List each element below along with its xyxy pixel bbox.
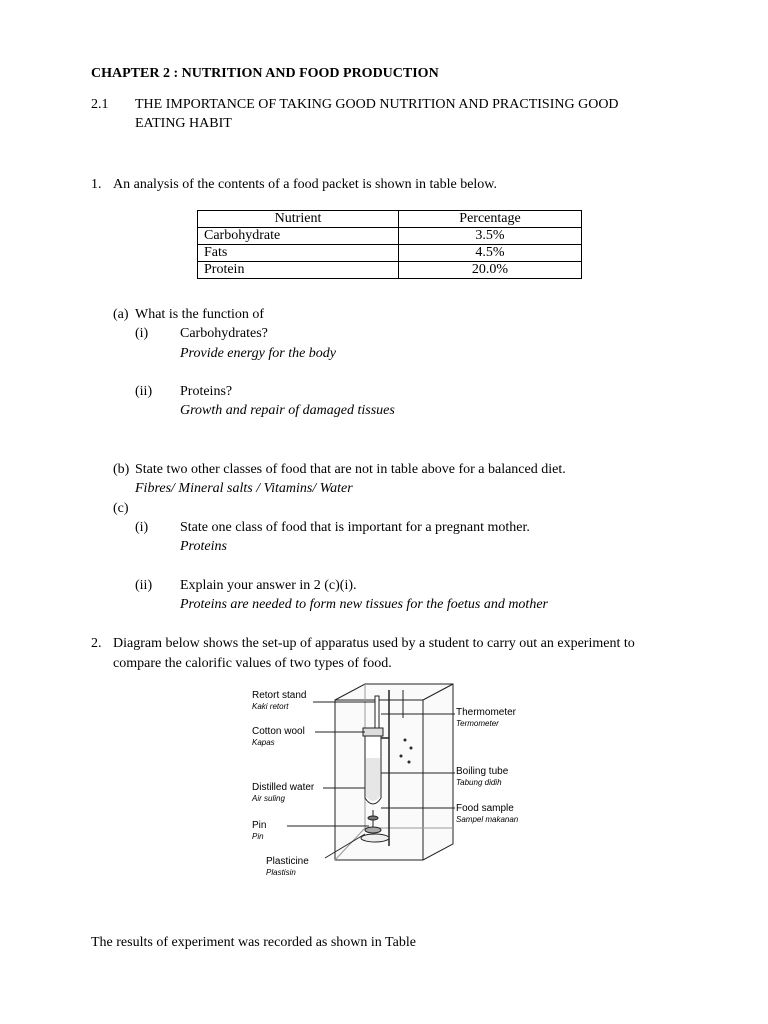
label-plasticine-sub: Plastisin	[266, 868, 296, 877]
label-cotton-wool: Cotton wool	[252, 726, 305, 737]
table-cell-nutrient: Fats	[198, 245, 399, 262]
q1ci-question: State one class of food that is important for a pregnant mother.	[180, 520, 530, 535]
section-number: 2.1	[91, 97, 109, 112]
q1ci-label: (i)	[135, 520, 149, 535]
label-thermometer-sub: Termometer	[456, 719, 499, 728]
label-distilled-water-sub: Air suling	[252, 794, 285, 803]
q1cii-answer: Proteins are needed to form new tissues for the foetus and mother	[180, 597, 548, 612]
label-pin-sub: Pin	[252, 832, 264, 841]
table-cell-nutrient: Protein	[198, 262, 399, 279]
q1cii-label: (ii)	[135, 578, 153, 593]
label-plasticine: Plasticine	[266, 856, 309, 867]
q1ai-label: (i)	[135, 326, 149, 341]
q1ci-answer: Proteins	[180, 539, 227, 554]
q1aii-answer: Growth and repair of damaged tissues	[180, 403, 395, 418]
table-header-percentage: Percentage	[399, 211, 582, 228]
q1a-text: What is the function of	[135, 307, 265, 322]
q1a-label: (a)	[113, 307, 129, 322]
table-header-row	[198, 211, 582, 228]
label-food-sample: Food sample	[456, 803, 514, 814]
table-row	[198, 245, 582, 262]
table-cell-percentage: 20.0%	[399, 262, 582, 279]
apparatus-diagram	[225, 678, 545, 898]
q1b-label: (b)	[113, 462, 130, 477]
q1b-text: State two other classes of food that are not in table above for a balanced diet.	[135, 462, 566, 477]
q1c-label: (c)	[113, 501, 129, 516]
label-boiling-tube: Boiling tube	[456, 766, 509, 777]
q1aii-label: (ii)	[135, 384, 153, 399]
q2-text-line2: compare the calorific values of two types of food.	[113, 656, 392, 671]
label-cotton-wool-sub: Kapas	[252, 738, 275, 747]
table-row	[198, 228, 582, 245]
table-row	[198, 262, 582, 279]
q1cii-question: Explain your answer in 2 (c)(i).	[180, 578, 357, 593]
label-distilled-water: Distilled water	[252, 782, 315, 793]
q2-number: 2.	[91, 636, 102, 651]
section-title-line1: THE IMPORTANCE OF TAKING GOOD NUTRITION AND PRACTISING GOOD	[135, 97, 619, 112]
table-cell-percentage: 4.5%	[399, 245, 582, 262]
table-cell-percentage: 3.5%	[399, 228, 582, 245]
q1aii-question: Proteins?	[180, 384, 233, 399]
label-boiling-tube-sub: Tabung didih	[456, 778, 502, 787]
label-food-sample-sub: Sampel makanan	[456, 815, 519, 824]
label-thermometer: Thermometer	[456, 707, 517, 718]
table-header-nutrient: Nutrient	[198, 211, 399, 228]
nutrient-table	[197, 210, 582, 279]
q1-number: 1.	[91, 177, 102, 192]
q1-text: An analysis of the contents of a food packet is shown in table below.	[113, 177, 498, 192]
section-title-line2: EATING HABIT	[135, 116, 232, 131]
q2-results-text: The results of experiment was recorded as shown in Table	[91, 935, 416, 950]
label-pin: Pin	[252, 820, 267, 831]
q2-text-line1: Diagram below shows the set-up of apparatus used by a student to carry out an experiment to	[113, 636, 635, 651]
q1b-answer: Fibres/ Mineral salts / Vitamins/ Water	[135, 481, 353, 496]
q1ai-question: Carbohydrates?	[180, 326, 268, 341]
table-cell-nutrient: Carbohydrate	[198, 228, 399, 245]
label-retort-stand-sub: Kaki retort	[252, 702, 289, 711]
chapter-title: CHAPTER 2 : NUTRITION AND FOOD PRODUCTION	[91, 66, 439, 81]
label-retort-stand: Retort stand	[252, 690, 307, 701]
q1ai-answer: Provide energy for the body	[180, 346, 337, 361]
